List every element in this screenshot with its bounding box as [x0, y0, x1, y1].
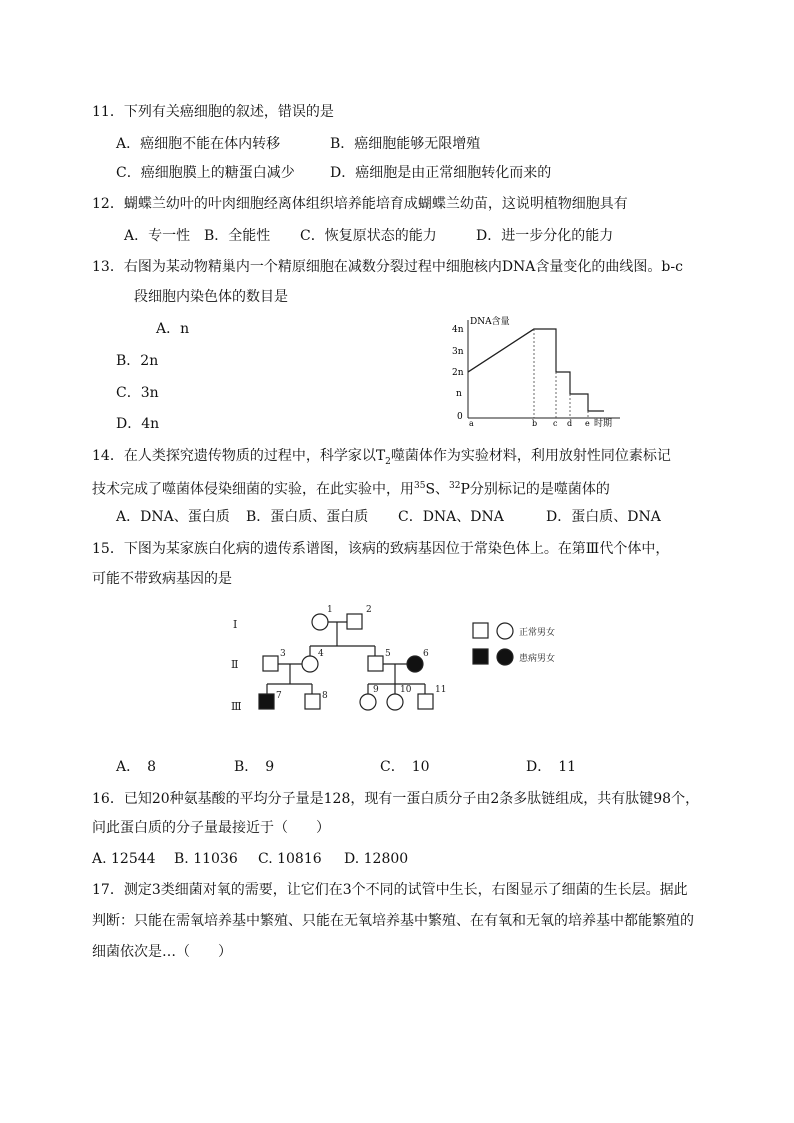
individual-11	[418, 694, 433, 709]
q14-stem-2-pre: 技术完成了噬菌体侵染细菌的实验，在此实验中，用	[92, 481, 414, 498]
label-individual-10: 10	[400, 685, 412, 695]
graph-xtick-d: d	[567, 419, 573, 428]
q12-option-d: D．进一步分化的能力	[476, 228, 614, 244]
q14-option-a: A．DNA、蛋白质	[116, 509, 230, 525]
q11-option-c: C．癌细胞膜上的糖蛋白减少	[116, 165, 295, 181]
q15-stem-2: 可能不带致病基因的是	[92, 571, 232, 587]
pedigree-chart	[225, 598, 585, 723]
q15-option-c: C． 10	[380, 759, 430, 775]
graph-ytick-0: 0	[457, 412, 463, 422]
graph-xtick-a: a	[469, 419, 474, 428]
legend-normal-female	[497, 623, 513, 639]
dna-content-graph	[448, 310, 648, 432]
individual-1	[312, 614, 328, 630]
q15-option-a: A． 8	[116, 759, 157, 775]
graph-xtick-b: b	[532, 419, 538, 428]
graph-xlabel: 时期	[594, 419, 613, 429]
q14-stem-2	[92, 476, 610, 500]
individual-2	[347, 614, 362, 629]
q17-stem-3: 细菌依次是…（ ）	[92, 944, 232, 960]
q16-option-a: A. 12544	[92, 851, 156, 867]
legend-normal-male	[473, 623, 488, 638]
q12-option-c: C．恢复原状态的能力	[300, 228, 437, 244]
q16-stem-2: 问此蛋白质的分子量最接近于（ ）	[92, 820, 330, 836]
individual-5	[368, 656, 383, 671]
gen-label-1: Ⅰ	[233, 618, 238, 631]
label-individual-7: 7	[276, 691, 282, 701]
q15-option-d: D． 11	[526, 759, 577, 775]
legend-normal-label: 正常男女	[519, 628, 556, 638]
label-individual-3: 3	[280, 649, 286, 659]
graph-ylabel: DNA含量	[470, 317, 510, 327]
individual-4	[302, 656, 318, 672]
q17-stem-2: 判断：只能在需氧培养基中繁殖、只能在无氧培养基中繁殖、在有氧和无氧的培养基中都能繁殖的	[92, 913, 694, 929]
q14-stem-1-post: 噬菌体作为实验材料，利用放射性同位素标记	[390, 448, 671, 464]
q14-stem-1	[92, 446, 671, 472]
q14-option-c: C．DNA、DNA	[398, 509, 504, 525]
legend-affected-label: 患病男女	[519, 654, 556, 664]
q11-stem: 11．下列有关癌细胞的叙述，错误的是	[92, 104, 334, 120]
q16-option-c: C. 10816	[258, 851, 322, 867]
gen-label-3: Ⅲ	[231, 700, 242, 713]
graph-ytick-n: n	[456, 389, 462, 399]
q17-stem-1: 17．测定3类细菌对氧的需要，让它们在3个不同的试管中生长，右图显示了细菌的生长层。据此	[92, 882, 688, 898]
graph-xtick-c: c	[553, 419, 558, 428]
q14-option-b: B．蛋白质、蛋白质	[246, 509, 369, 525]
legend-affected-female	[497, 649, 513, 665]
q13-stem-1: 13．右图为某动物精巢内一个精原细胞在减数分裂过程中细胞核内DNA含量变化的曲线图。b-c	[92, 259, 683, 275]
q11-option-d: D．癌细胞是由正常细胞转化而来的	[330, 165, 552, 181]
label-individual-1: 1	[327, 605, 333, 615]
label-individual-6: 6	[423, 649, 429, 659]
q14-s-element: S、	[425, 481, 450, 498]
q15-option-b: B． 9	[234, 759, 275, 775]
q14-stem-2-post: P分别标记的是噬菌体的	[460, 481, 610, 498]
graph-ytick-2n: 2n	[452, 368, 464, 378]
q14-stem-1-pre: 14．在人类探究遗传物质的过程中，科学家以T	[92, 448, 386, 464]
graph-ytick-3n: 3n	[452, 347, 464, 357]
q11-option-a: A．癌细胞不能在体内转移	[116, 136, 281, 152]
graph-dna-curve	[468, 329, 604, 411]
q14-p32-sup: 32	[449, 481, 461, 491]
q13-option-d: D．4n	[116, 416, 160, 432]
individual-6	[407, 656, 423, 672]
q12-option-b: B．全能性	[204, 228, 271, 244]
label-individual-11: 11	[435, 685, 447, 695]
label-individual-5: 5	[385, 649, 391, 659]
q13-option-a: A．n	[156, 321, 190, 337]
graph-rise-line	[468, 329, 534, 372]
label-individual-8: 8	[322, 691, 328, 701]
q12-stem: 12．蝴蝶兰幼叶的叶肉细胞经离体组织培养能培育成蝴蝶兰幼苗，这说明植物细胞具有	[92, 196, 628, 212]
legend-affected-male	[473, 649, 488, 664]
label-individual-4: 4	[318, 649, 324, 659]
q11-option-b: B．癌细胞能够无限增殖	[330, 136, 481, 152]
q16-option-d: D. 12800	[344, 851, 409, 867]
q13-option-b: B．2n	[116, 353, 159, 369]
q13-option-c: C．3n	[116, 385, 159, 401]
q12-option-a: A．专一性	[124, 228, 191, 244]
q15-stem-1: 15．下图为某家族白化病的遗传系谱图，该病的致病基因位于常染色体上。在第Ⅲ代个体中，	[92, 541, 670, 557]
individual-9	[360, 694, 376, 710]
q14-option-d: D．蛋白质、DNA	[546, 509, 661, 525]
q14-t2-subscript: 2	[385, 456, 391, 467]
individual-3	[263, 656, 278, 671]
individual-8	[305, 694, 320, 709]
q16-stem-1: 16．已知20种氨基酸的平均分子量是128，现有一蛋白质分子由2条多肽链组成，共有肽键98个，	[92, 791, 700, 807]
individual-7	[259, 694, 274, 709]
q13-stem-2: 段细胞内染色体的数目是	[134, 289, 288, 305]
q16-option-b: B. 11036	[174, 851, 238, 867]
label-individual-9: 9	[373, 685, 379, 695]
graph-xtick-e: e	[585, 419, 590, 428]
graph-ytick-4n: 4n	[452, 325, 464, 335]
gen-label-2: Ⅱ	[231, 658, 239, 671]
label-individual-2: 2	[366, 605, 372, 615]
individual-10	[387, 694, 403, 710]
q14-s35-sup: 35	[414, 481, 426, 491]
